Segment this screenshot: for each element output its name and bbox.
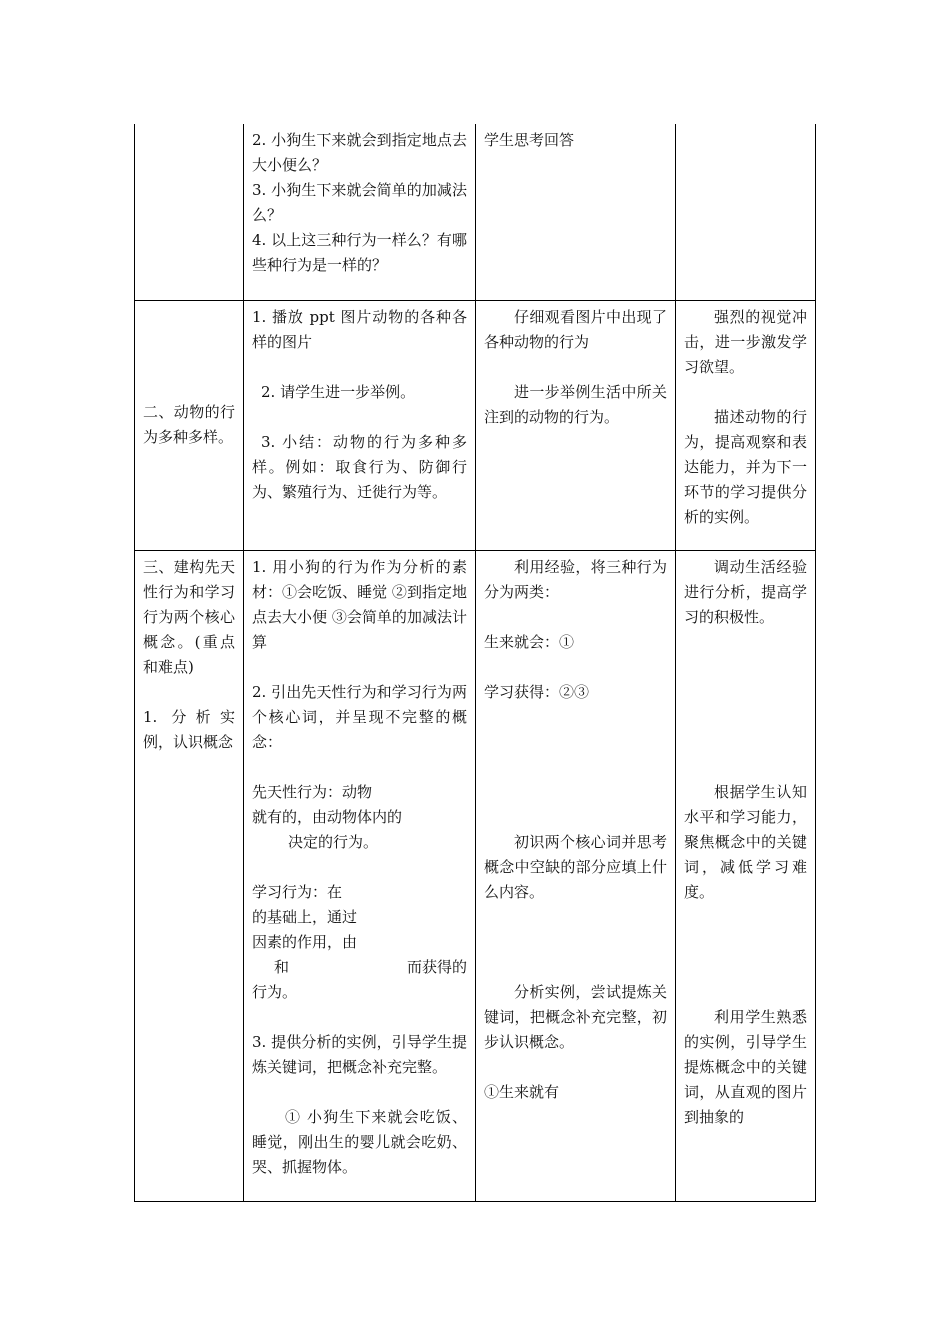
teacher-item: 1. 用小狗的行为作为分析的素材：①会吃饭、睡觉 ②到指定地点去大小便 ③会简单的加减法计算 — [252, 557, 467, 651]
teacher-item: 3. 小结：动物的行为多种多样。例如：取食行为、防御行为、繁殖行为、迁徙行为等。 — [252, 432, 467, 501]
intent-item: 调动生活经验进行分析，提高学习的积极性。 — [684, 557, 807, 626]
teacher-item: 2. 小狗生下来就会到指定地点去大小便么？ — [252, 131, 467, 174]
teacher-activity-cell — [244, 550, 476, 1201]
learned-concept-blanks: 学习行为：在 的基础上，通过 因素的作用，由 和 而获得的 行为。 — [252, 882, 467, 1001]
lesson-plan-table — [134, 124, 816, 1202]
student-item: 学习获得：②③ — [484, 682, 590, 701]
student-activity-cell — [476, 124, 676, 300]
teacher-item: 4. 以上这三种行为一样么？有哪些种行为是一样的？ — [252, 231, 467, 274]
table-row — [135, 124, 816, 300]
teacher-item: 2. 引出先天性行为和学习行为两个核心词，并呈现不完整的概念： — [252, 682, 467, 751]
student-item: 初识两个核心词并思考概念中空缺的部分应填上什么内容。 — [484, 832, 667, 901]
teacher-item: 2. 请学生进一步举例。 — [261, 382, 416, 401]
stage-title: 三、建构先天性行为和学习行为两个核心概念。(重点和难点) — [143, 557, 235, 676]
intent-item: 强烈的视觉冲击，进一步激发学习欲望。 — [684, 307, 807, 376]
intent-item: 根据学生认知水平和学习能力，聚焦概念中的关键词，减低学习难度。 — [684, 782, 807, 901]
design-intent-cell — [676, 300, 816, 550]
student-activity-cell — [476, 300, 676, 550]
teacher-activity-cell — [244, 124, 476, 300]
stage-cell — [135, 300, 244, 550]
teacher-item: 3. 小狗生下来就会简单的加减法么？ — [252, 181, 467, 224]
table-row — [135, 300, 816, 550]
student-item: 生来就会：① — [484, 632, 575, 651]
student-item: 仔细观看图片中出现了各种动物的行为 — [484, 307, 667, 351]
teacher-item: 3. 提供分析的实例，引导学生提炼关键词，把概念补充完整。 — [252, 1032, 467, 1076]
intent-item: 描述动物的行为，提高观察和表达能力，并为下一环节的学习提供分析的实例。 — [684, 407, 807, 526]
student-activity-cell — [476, 550, 676, 1201]
table-row — [135, 550, 816, 1201]
student-item: 学生思考回答 — [484, 131, 575, 149]
stage-cell — [135, 124, 244, 300]
design-intent-cell — [676, 124, 816, 300]
student-item: 利用经验，将三种行为分为两类： — [484, 557, 667, 601]
stage-cell — [135, 550, 244, 1201]
stage-subtitle: 1. 分析实例，认识概念 — [143, 707, 235, 751]
student-item: 分析实例，尝试提炼关键词，把概念补充完整，初步认识概念。 — [484, 982, 667, 1051]
student-item: ①生来就有 — [484, 1082, 560, 1101]
innate-concept-blanks: 先天性行为：动物 就有的，由动物体内的 决定的行为。 — [252, 782, 403, 851]
teacher-item: 1. 播放 ppt 图片动物的各种各样的图片 — [252, 307, 467, 351]
design-intent-cell — [676, 550, 816, 1201]
teacher-activity-cell — [244, 300, 476, 550]
stage-title: 二、动物的行为多种多样。 — [143, 403, 235, 446]
teacher-item: ① 小狗生下来就会吃饭、睡觉，刚出生的婴儿就会吃奶、哭、抓握物体。 — [252, 1107, 467, 1176]
student-item: 进一步举例生活中所关注到的动物的行为。 — [484, 382, 667, 426]
intent-item: 利用学生熟悉的实例，引导学生提炼概念中的关键词，从直观的图片到抽象的 — [684, 1007, 807, 1126]
